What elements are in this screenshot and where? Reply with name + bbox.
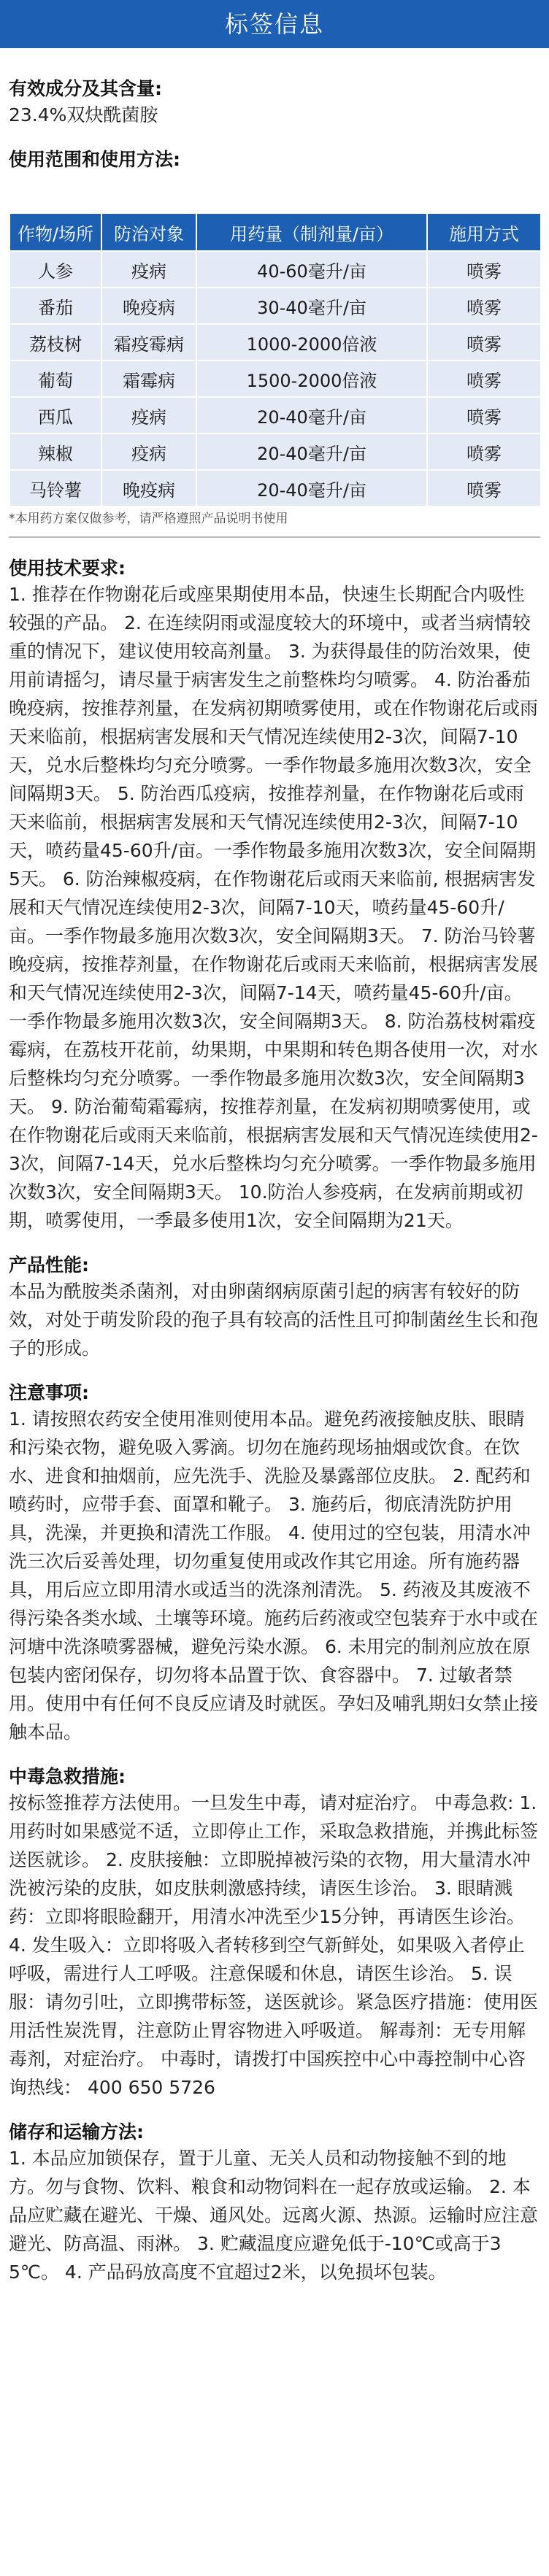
storage-text: 1. 本品应加锁保存，置于儿童、无关人员和动物接触不到的地方。勿与食物、饮料、粮食和动物饲料在一起存放或运输。 2. 本品应贮藏在避光、干燥、通风处。远离火源、热源。运输时应注意避光、防高温、雨淋。 3. 贮藏温度应避免低于-10℃或高于35℃。 4. 产品码放高度不宜超过2米，以免损坏包装。 [9,2148,539,2283]
precautions-text: 1. 请按照农药安全使用准则使用本品。避免药液接触皮肤、眼睛和污染衣物，避免吸入雾滴。切勿在施药现场抽烟或饮食。在饮水、进食和抽烟前，应先洗手、洗脸及暴露部位皮肤。 2. 配药和喷药时，应带手套、面罩和靴子。 3. 施药后，彻底清洗防护用具，洗澡，并更换和清洗工作服。 4. 使用过的空包装，用清水冲洗三次后妥善处理，切勿重复使用或改作其它用途。所有施药器具，用后应立即用清水或适当的洗涤剂清洗。 5. 药液及其废液不得污染各类水域、土壤等环境。施药后药液或空包装弃于水中或在河塘中洗涤喷雾器械，避免污染水源。 6. 未用完的制剂应放在原包装内密闭保存，切勿将本品置于饮、食容器中。 7. 过敏者禁用。使用中有任何不良反应请及时就医。孕妇及哺乳期妇女禁止接触本品。 [9,1408,539,1743]
cell-target: 霜疫霉病 [102,325,196,360]
first-aid-text: 按标签推荐方法使用。一旦发生中毒，请对症治疗。 中毒急救: 1. 用药时如果感觉不适，立即停止工作，采取急救措施，并携此标签送医就诊。 2. 皮肤接触：立即脱掉被污染的衣物，用大量清水冲洗被污染的皮肤，如皮肤刺激感持续，请医生诊治。 3. 眼睛溅药：立即将眼睑翻开，用清水冲洗至少15分钟，再请医生诊治。 4. 发生吸入：立即将吸入者转移到空气新鲜处，如果吸入者停止呼吸，需进行人工呼吸。注意保暖和休息，请医生诊治。 5. 误服：请勿引吐，立即携带标签，送医就诊。紧急医疗措施：使用医用活性炭洗胃，注意防止胃容物进入呼吸道。 解毒剂：无专用解毒剂，对症治疗。 中毒时，请拨打中国疾控中心中毒控制中心咨询热线： 400 650 5726 [9,1792,539,2098]
storage-section [9,2118,540,2286]
cell-method: 喷雾 [428,471,540,506]
header-title: 标签信息 [224,10,324,38]
label-content [0,74,549,2286]
cell-dosage: 1000-2000倍液 [197,325,426,360]
section-divider [9,536,540,538]
cell-crop: 人参 [10,252,101,287]
cell-method: 喷雾 [428,288,540,323]
technique-section [9,554,540,1235]
cell-crop: 马铃薯 [10,471,101,506]
table-row [10,252,540,287]
usage-note: *本用药方案仅做参考，请严格遵照产品说明书使用 [9,512,288,526]
column-header-method: 施用方式 [428,214,540,250]
technique-text: 1. 推荐在作物谢花后或座果期使用本品，快速生长期配合内吸性较强的产品。 2. 在连续阴雨或湿度较大的环境中，或者当病情较重的情况下，建议使用较高剂量。 3. 为获得最佳的防治效果，使用前请摇匀，请尽量于病害发生之前整株均匀喷雾。 4. 防治番茄晚疫病，按推荐剂量，在发病初期喷雾使用，或在作物谢花后或雨天来临前，根据病害发展和天气情况连续使用2-3次，间隔7-10天，兑水后整株均匀充分喷雾。一季作物最多施用次数3次，安全间隔期3天。 5. 防治西瓜疫病，按推荐剂量，在作物谢花后或雨天来临前，根据病害发展和天气情况连续使用2-3次，间隔7-10天，喷药量45-60升/亩。一季作物最多施用次数3次，安全间隔期5天。 6. 防治辣椒疫病，在作物谢花后或雨天来临前, 根据病害发展和天气情况连续使用2-3次，间隔7-10天，喷药量45-60升/亩。一季作物最多施用次数3次，安全间隔期3天。 7. 防治马铃薯晚疫病，按推荐剂量，在作物谢花后或雨天来临前，根据病害发展和天气情况连续使用2-3次，间隔7-14天，喷药量45-60升/亩。一季作物最多施用次数3次，安全间隔期3天。 8. 防治荔枝树霜疫霉病，在荔枝开花前，幼果期，中果期和转色期各使用一次，对水后整株均匀充分喷雾。一季作物最多施用次数3次，安全间隔期3天。 9. 防治葡萄霜霉病，按推荐剂量，在发病初期喷雾使用，或在作物谢花后或雨天来临前，根据病害发展和天气情况连续使用2-3次，间隔7-14天，兑水后整株均匀充分喷雾。一季作物最多施用次数3次，安全间隔期3天。 10.防治人参疫病，在发病前期或初期，喷雾使用，一季最多使用1次，安全间隔期为21天。 [9,584,539,1231]
cell-crop: 辣椒 [10,434,101,469]
cell-method: 喷雾 [428,252,540,287]
storage-title: 储存和运输方法: [9,2121,144,2143]
cell-method: 喷雾 [428,325,540,360]
cell-method: 喷雾 [428,361,540,396]
cell-target: 疫病 [102,252,196,287]
usage-table [9,212,542,507]
performance-text: 本品为酰胺类杀菌剂，对由卵菌纲病原菌引起的病害有较好的防效，对处于萌发阶段的孢子具有较高的活性且可抑制菌丝生长和孢子的形成。 [9,1281,539,1359]
ingredient-section [9,74,540,129]
table-row [10,471,540,506]
cell-dosage: 20-40毫升/亩 [197,471,426,506]
table-row [10,434,540,469]
cell-method: 喷雾 [428,398,540,433]
column-header-dosage: 用药量（制剂量/亩） [197,214,426,250]
usage-table-header-row [10,214,540,250]
first-aid-section [9,1762,540,2102]
precautions-section [9,1378,540,1746]
cell-dosage: 20-40毫升/亩 [197,434,426,469]
cell-dosage: 40-60毫升/亩 [197,252,426,287]
cell-crop: 葡萄 [10,361,101,396]
precautions-title: 注意事项: [9,1382,89,1403]
ingredient-value: 23.4%双炔酰菌胺 [9,104,158,126]
performance-title: 产品性能: [9,1254,89,1276]
technique-title: 使用技术要求: [9,558,126,579]
cell-crop: 西瓜 [10,398,101,433]
cell-method: 喷雾 [428,434,540,469]
usage-section [9,145,540,538]
cell-dosage: 20-40毫升/亩 [197,398,426,433]
cell-dosage: 1500-2000倍液 [197,361,426,396]
cell-target: 疫病 [102,398,196,433]
column-header-target: 防治对象 [102,214,196,250]
table-row [10,325,540,360]
cell-target: 晚疫病 [102,471,196,506]
cell-target: 晚疫病 [102,288,196,323]
cell-target: 疫病 [102,434,196,469]
ingredient-title: 有效成分及其含量: [9,78,162,99]
performance-section [9,1251,540,1362]
first-aid-title: 中毒急救措施: [9,1766,126,1787]
usage-title: 使用范围和使用方法: [9,149,180,170]
table-row [10,398,540,433]
cell-crop: 番茄 [10,288,101,323]
table-row [10,361,540,396]
header-banner [0,0,549,48]
cell-target: 霜霉病 [102,361,196,396]
table-row [10,288,540,323]
column-header-crop: 作物/场所 [10,214,101,250]
cell-crop: 荔枝树 [10,325,101,360]
cell-dosage: 30-40毫升/亩 [197,288,426,323]
